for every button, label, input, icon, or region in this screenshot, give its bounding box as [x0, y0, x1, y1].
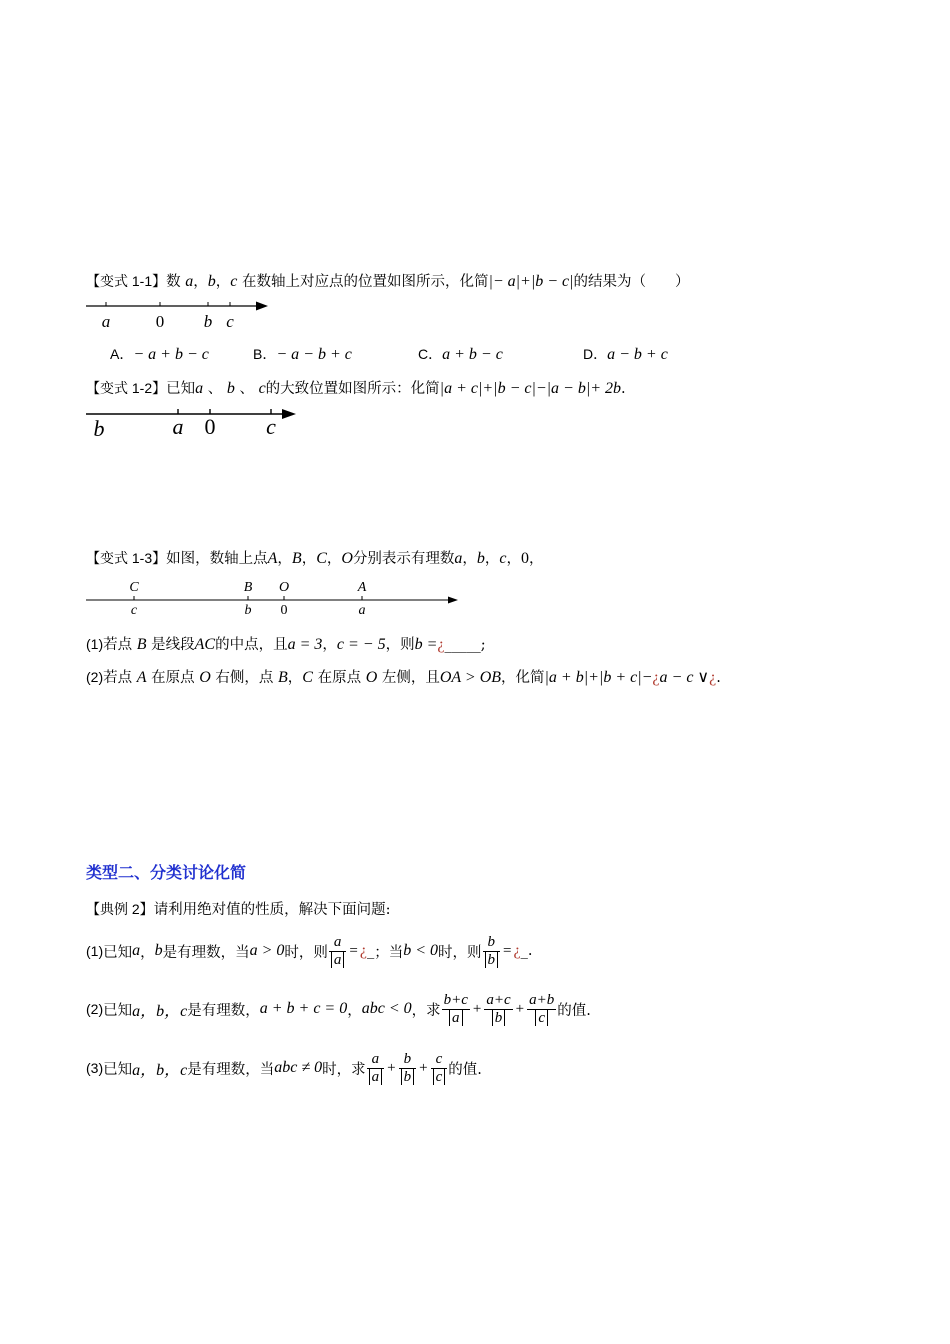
v12-expression: |a + c|+|b − c|−|a − b|+ 2b — [439, 380, 622, 397]
fraction-c-over-abs-c: $\frac{c}{c}$ — [431, 1051, 448, 1086]
v11-tag: 【变式 1-1】 — [86, 273, 167, 289]
v13-value-a: a — [358, 603, 366, 618]
v13-value-b: b — [244, 603, 252, 618]
v11-axis-label-0: 0 — [155, 312, 165, 331]
v13-value-0: 0 — [280, 603, 288, 618]
v11-expression: |− a|+|b − c| — [488, 273, 574, 290]
v13-value-c: c — [130, 603, 138, 618]
v11-option-b: B．− a − b + c — [253, 346, 352, 363]
v12-question: 【变式 1-2】已知a 、 b 、 c的大致位置如图所示：化简|a + c|+|b − c|−|a − b|+ 2b. — [86, 380, 626, 397]
v13-subquestion-1: (1)若点 B 是线段AC的中点，且a = 3，c = − 5，则b =¿_____; — [86, 636, 486, 653]
v11-option-d: D．a − b + c — [583, 346, 668, 363]
v12-axis-label-a: a — [172, 414, 184, 439]
fraction-bc-over-abs-a: $\frac{b+c}{a}$ — [443, 991, 468, 1026]
v13-point-A: A — [357, 580, 367, 595]
example-2-part-3: (3) 已知 a，b，c 是有理数，当 abc ≠ 0 时，求 $\frac{a}{a}$ + $\frac{b}{b}$ + $\frac{c}{c}$ 的值. — [86, 1050, 482, 1085]
example-2-part-1: (1) 已知 a ， b 是有理数，当 a > 0 时，则 $\frac{a}{a}$ = ¿ _ ；当 b < 0 时，则 $\frac{b}{b}$ = ¿ _ . — [86, 933, 533, 968]
answer-blank-2: _ — [520, 943, 528, 959]
v11-axis-label-b: b — [203, 312, 213, 331]
v13-point-B: B — [243, 580, 253, 595]
fraction-a-over-abs-a-2: $\frac{a}{a}$ — [367, 1051, 385, 1086]
v12-axis-label-0: 0 — [204, 414, 216, 439]
v11-question: 【变式 1-1】数 a，b，c 在数轴上对应点的位置如图所示，化简|− a|+|b − c|的结果为（ ） — [86, 273, 690, 290]
v13-answer-blank: _____ — [444, 637, 481, 653]
v11-option-a: A．− a + b − c — [110, 346, 209, 363]
v12-number-line — [86, 404, 301, 444]
fraction-b-over-abs-b-2: $\frac{b}{b}$ — [399, 1051, 417, 1086]
fraction-b-over-abs-b: $\frac{b}{b}$ — [483, 934, 501, 969]
v13-subquestion-2: (2)若点 A 在原点 O 右侧，点 B，C 在原点 O 左侧，且OA > OB，化简|a + b|+|b + c|−¿a − c ∨¿. — [86, 669, 721, 686]
v13-point-C: C — [129, 580, 139, 595]
example-2-tag: 【典例 2】 — [86, 901, 154, 917]
fraction-a-over-abs-a: $\frac{a}{a}$ — [329, 934, 347, 969]
v11-axis-label-c: c — [226, 312, 234, 331]
v11-option-c: C．a + b − c — [418, 346, 503, 363]
fraction-ac-over-abs-b: $\frac{a+c}{b}$ — [486, 991, 511, 1026]
v12-tag: 【变式 1-2】 — [86, 380, 167, 396]
v13-point-O: O — [278, 580, 290, 595]
answer-blank-1: _ — [367, 943, 375, 959]
v13-question: 【变式 1-3】如图，数轴上点A，B，C，O分别表示有理数a，b，c，0， — [86, 550, 544, 567]
example-2-part-2: (2) 已知 a，b，c 是有理数， a + b + c = 0 ， abc < 0 ，求 $\frac{b+c}{a}$ + $\frac{a+c}{b}$ + $\frac{a+b}{c}$ 的值. — [86, 991, 591, 1026]
v12-axis-label-c: c — [266, 414, 276, 439]
v11-number-line — [86, 296, 276, 336]
v13-tag: 【变式 1-3】 — [86, 550, 167, 566]
v13-expression: |a + b|+|b + c|− — [544, 669, 653, 686]
section-heading: 类型二、分类讨论化简 — [86, 863, 247, 882]
v12-axis-label-b: b — [93, 416, 105, 441]
v13-number-line — [86, 576, 466, 618]
fraction-ab-over-abs-c: $\frac{a+b}{c}$ — [529, 991, 555, 1026]
example-2-intro: 【典例 2】请利用绝对值的性质，解决下面问题: — [86, 901, 391, 918]
v11-axis-label-a: a — [101, 312, 111, 331]
